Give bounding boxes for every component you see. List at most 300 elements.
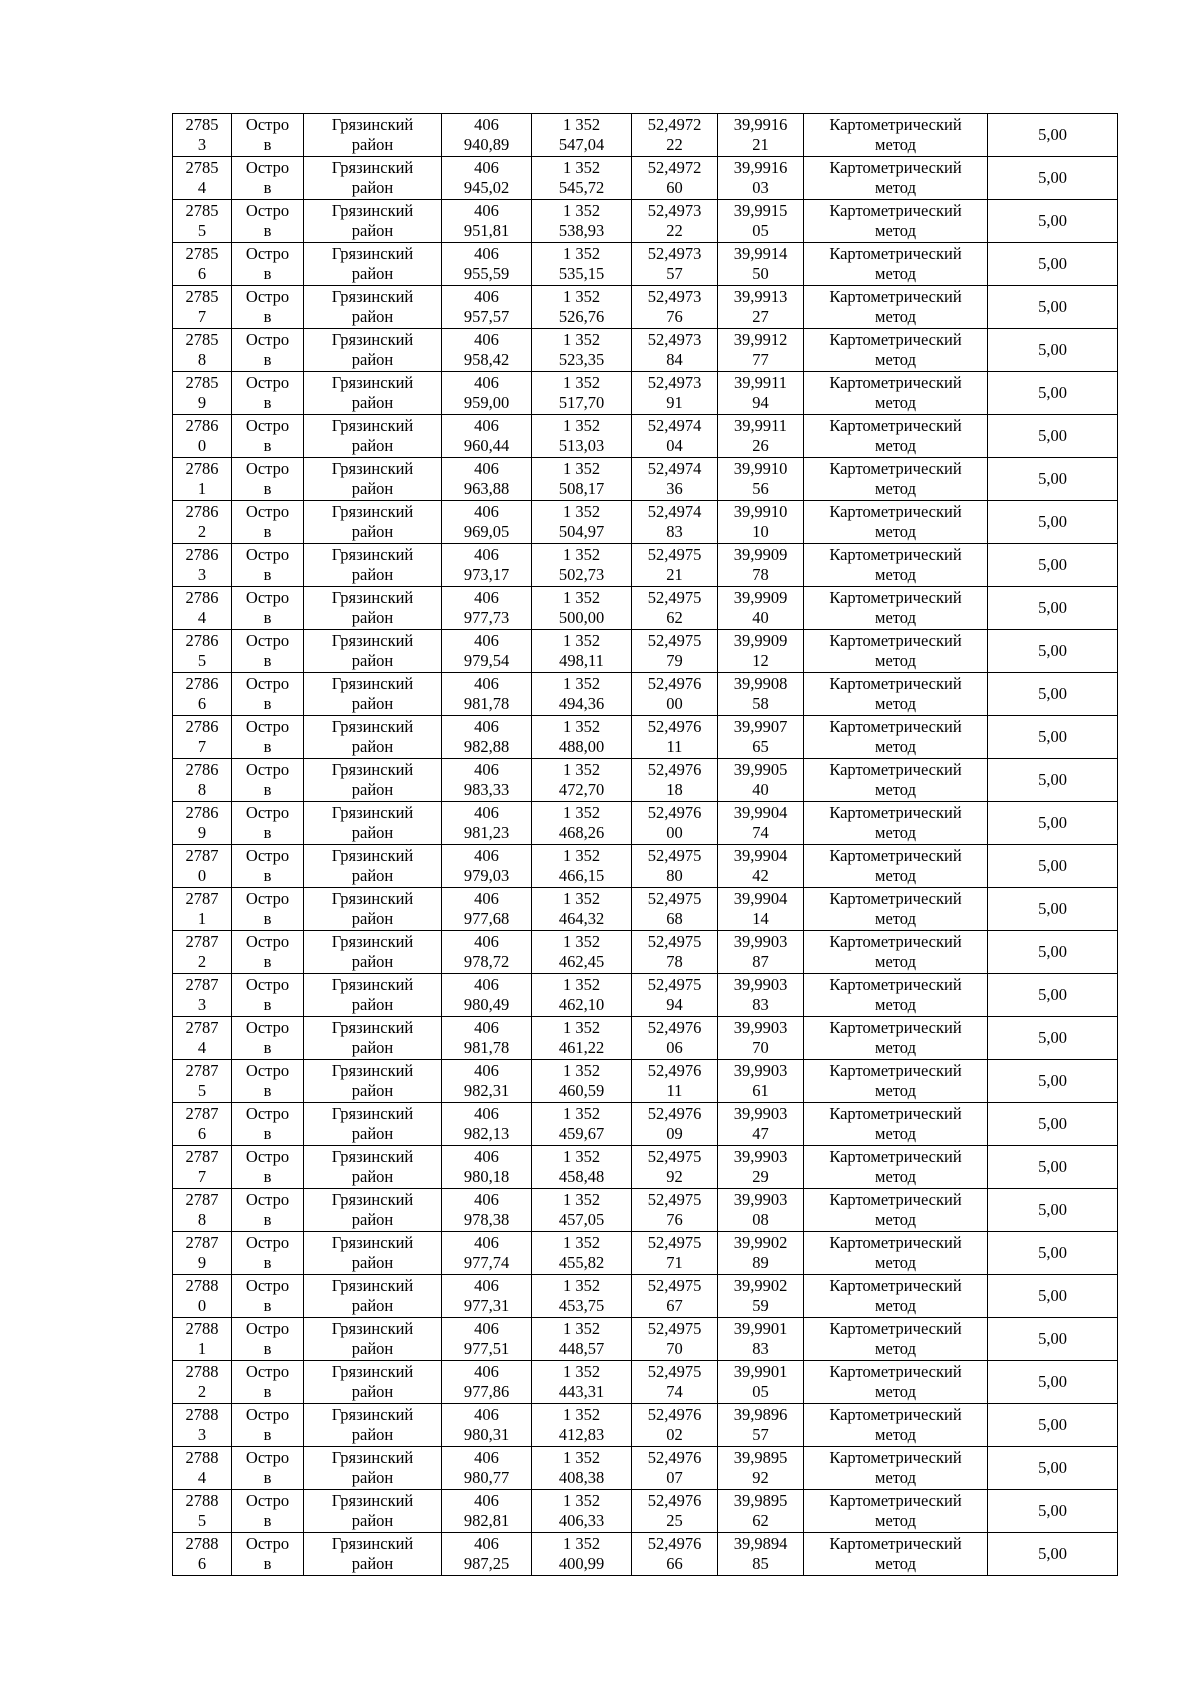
y-coordinate-cell: [532, 458, 632, 501]
table-row: [173, 759, 1118, 802]
point-number-cell-line: 2786: [185, 803, 219, 822]
district-cell-line: Грязинский: [331, 1491, 414, 1510]
latitude-cell-line: 11: [666, 737, 683, 756]
district-cell-line: Грязинский: [331, 201, 414, 220]
method-cell-line: Картометрический: [829, 1190, 962, 1209]
y-coordinate-cell-line: 1 352: [562, 158, 601, 177]
x-coordinate-cell: [442, 845, 532, 888]
longitude-cell-line: 39,9903: [733, 1018, 788, 1037]
method-cell: [804, 974, 988, 1017]
accuracy-cell: [988, 1318, 1118, 1361]
longitude-cell-line: 39,9901: [733, 1362, 788, 1381]
point-number-cell: [173, 1361, 232, 1404]
table-row: [173, 1361, 1118, 1404]
point-number-cell-line: 2787: [185, 1147, 219, 1166]
method-cell-line: метод: [875, 135, 916, 154]
point-number-cell-line: 3: [197, 995, 207, 1014]
district-cell-line: район: [351, 1554, 394, 1573]
object-name-cell-line: в: [263, 1554, 272, 1573]
method-cell-line: Картометрический: [829, 760, 962, 779]
y-coordinate-cell-line: 460,59: [558, 1081, 605, 1100]
object-name-cell-line: в: [263, 522, 272, 541]
object-name-cell-line: Остро: [245, 1147, 290, 1166]
latitude-cell: [632, 630, 718, 673]
object-name-cell: [232, 1103, 304, 1146]
y-coordinate-cell: [532, 372, 632, 415]
longitude-cell-line: 59: [752, 1296, 769, 1315]
longitude-cell-line: 27: [752, 307, 769, 326]
district-cell-line: Грязинский: [331, 1405, 414, 1424]
x-coordinate-cell-line: 982,13: [463, 1124, 510, 1143]
method-cell: [804, 286, 988, 329]
method-cell-line: Картометрический: [829, 416, 962, 435]
accuracy-cell-value: 5,00: [1038, 1501, 1067, 1520]
object-name-cell: [232, 630, 304, 673]
table-row: [173, 243, 1118, 286]
table-row: [173, 1447, 1118, 1490]
method-cell-line: метод: [875, 1167, 916, 1186]
x-coordinate-cell-line: 406: [474, 545, 499, 564]
point-number-cell-line: 2785: [185, 373, 219, 392]
method-cell-line: метод: [875, 436, 916, 455]
district-cell: [304, 931, 442, 974]
accuracy-cell: [988, 716, 1118, 759]
latitude-cell: [632, 716, 718, 759]
object-name-cell-line: Остро: [245, 846, 290, 865]
object-name-cell-line: в: [263, 909, 272, 928]
x-coordinate-cell-line: 406: [474, 588, 499, 607]
object-name-cell: [232, 157, 304, 200]
latitude-cell-line: 52,4972: [647, 115, 702, 134]
latitude-cell-line: 04: [666, 436, 683, 455]
method-cell-line: метод: [875, 1124, 916, 1143]
y-coordinate-cell: [532, 716, 632, 759]
x-coordinate-cell-line: 406: [474, 1190, 499, 1209]
y-coordinate-cell-line: 448,57: [558, 1339, 605, 1358]
object-name-cell-line: в: [263, 1081, 272, 1100]
district-cell: [304, 1232, 442, 1275]
y-coordinate-cell-line: 1 352: [562, 1405, 601, 1424]
point-number-cell-line: 7: [197, 1167, 207, 1186]
method-cell-line: метод: [875, 909, 916, 928]
object-name-cell: [232, 1318, 304, 1361]
latitude-cell-line: 22: [666, 221, 683, 240]
object-name-cell-line: Остро: [245, 1190, 290, 1209]
object-name-cell-line: в: [263, 651, 272, 670]
object-name-cell: [232, 587, 304, 630]
latitude-cell-line: 83: [666, 522, 683, 541]
method-cell: [804, 1060, 988, 1103]
latitude-cell: [632, 200, 718, 243]
longitude-cell: [718, 845, 804, 888]
latitude-cell-line: 52,4975: [647, 1362, 702, 1381]
longitude-cell-line: 50: [752, 264, 769, 283]
point-number-cell-line: 2785: [185, 330, 219, 349]
longitude-cell-line: 39,9903: [733, 1104, 788, 1123]
x-coordinate-cell: [442, 157, 532, 200]
district-cell: [304, 243, 442, 286]
point-number-cell-line: 1: [197, 479, 207, 498]
district-cell-line: район: [351, 608, 394, 627]
object-name-cell: [232, 673, 304, 716]
point-number-cell: [173, 544, 232, 587]
point-number-cell: [173, 1103, 232, 1146]
district-cell-line: Грязинский: [331, 244, 414, 263]
object-name-cell: [232, 845, 304, 888]
point-number-cell: [173, 1318, 232, 1361]
district-cell-line: Грязинский: [331, 1534, 414, 1553]
x-coordinate-cell-line: 977,68: [463, 909, 510, 928]
table-row: [173, 286, 1118, 329]
accuracy-cell-value: 5,00: [1038, 1372, 1067, 1391]
y-coordinate-cell-line: 1 352: [562, 717, 601, 736]
point-number-cell-line: 2: [197, 522, 207, 541]
point-number-cell-line: 2785: [185, 158, 219, 177]
point-number-cell-line: 8: [197, 350, 207, 369]
object-name-cell-line: в: [263, 350, 272, 369]
y-coordinate-cell-line: 457,05: [558, 1210, 605, 1229]
y-coordinate-cell: [532, 544, 632, 587]
x-coordinate-cell-line: 960,44: [463, 436, 510, 455]
method-cell-line: метод: [875, 522, 916, 541]
longitude-cell-line: 94: [752, 393, 769, 412]
accuracy-cell-value: 5,00: [1038, 899, 1067, 918]
district-cell: [304, 673, 442, 716]
object-name-cell-line: в: [263, 393, 272, 412]
accuracy-cell-value: 5,00: [1038, 297, 1067, 316]
y-coordinate-cell-line: 1 352: [562, 1190, 601, 1209]
y-coordinate-cell-line: 1 352: [562, 1319, 601, 1338]
method-cell-line: метод: [875, 1210, 916, 1229]
accuracy-cell: [988, 1017, 1118, 1060]
longitude-cell-line: 40: [752, 780, 769, 799]
y-coordinate-cell-line: 517,70: [558, 393, 605, 412]
x-coordinate-cell: [442, 1533, 532, 1576]
longitude-cell-line: 10: [752, 522, 769, 541]
longitude-cell-line: 39,9909: [733, 545, 788, 564]
point-number-cell-line: 1: [197, 909, 207, 928]
point-number-cell: [173, 372, 232, 415]
accuracy-cell-value: 5,00: [1038, 125, 1067, 144]
district-cell-line: район: [351, 1425, 394, 1444]
latitude-cell-line: 57: [666, 264, 683, 283]
method-cell-line: метод: [875, 1081, 916, 1100]
x-coordinate-cell: [442, 1060, 532, 1103]
district-cell-line: район: [351, 522, 394, 541]
latitude-cell-line: 06: [666, 1038, 683, 1057]
district-cell: [304, 1318, 442, 1361]
table-row: [173, 888, 1118, 931]
latitude-cell: [632, 1447, 718, 1490]
x-coordinate-cell-line: 979,03: [463, 866, 510, 885]
latitude-cell-line: 52,4973: [647, 287, 702, 306]
method-cell-line: метод: [875, 393, 916, 412]
y-coordinate-cell: [532, 243, 632, 286]
y-coordinate-cell-line: 458,48: [558, 1167, 605, 1186]
method-cell-line: метод: [875, 1511, 916, 1530]
x-coordinate-cell-line: 940,89: [463, 135, 510, 154]
point-number-cell-line: 2786: [185, 674, 219, 693]
accuracy-cell: [988, 888, 1118, 931]
object-name-cell: [232, 544, 304, 587]
longitude-cell: [718, 501, 804, 544]
object-name-cell-line: в: [263, 694, 272, 713]
y-coordinate-cell-line: 466,15: [558, 866, 605, 885]
longitude-cell: [718, 630, 804, 673]
longitude-cell-line: 39,9914: [733, 244, 788, 263]
point-number-cell-line: 8: [197, 1210, 207, 1229]
accuracy-cell-value: 5,00: [1038, 254, 1067, 273]
district-cell-line: район: [351, 264, 394, 283]
latitude-cell: [632, 415, 718, 458]
y-coordinate-cell-line: 1 352: [562, 889, 601, 908]
object-name-cell-line: в: [263, 866, 272, 885]
x-coordinate-cell-line: 406: [474, 1276, 499, 1295]
longitude-cell-line: 56: [752, 479, 769, 498]
point-number-cell: [173, 673, 232, 716]
accuracy-cell-value: 5,00: [1038, 1157, 1067, 1176]
latitude-cell: [632, 286, 718, 329]
accuracy-cell-value: 5,00: [1038, 469, 1067, 488]
coordinates-table: [172, 113, 1118, 1576]
object-name-cell: [232, 200, 304, 243]
point-number-cell-line: 0: [197, 1296, 207, 1315]
accuracy-cell: [988, 1361, 1118, 1404]
method-cell: [804, 802, 988, 845]
table-row: [173, 544, 1118, 587]
point-number-cell-line: 2787: [185, 1061, 219, 1080]
accuracy-cell: [988, 845, 1118, 888]
district-cell-line: Грязинский: [331, 1147, 414, 1166]
x-coordinate-cell-line: 980,49: [463, 995, 510, 1014]
x-coordinate-cell-line: 406: [474, 1061, 499, 1080]
table-row: [173, 157, 1118, 200]
method-cell-line: Картометрический: [829, 287, 962, 306]
district-cell: [304, 544, 442, 587]
y-coordinate-cell-line: 500,00: [558, 608, 605, 627]
point-number-cell-line: 5: [197, 1081, 207, 1100]
x-coordinate-cell-line: 406: [474, 1448, 499, 1467]
latitude-cell-line: 36: [666, 479, 683, 498]
method-cell: [804, 458, 988, 501]
accuracy-cell-value: 5,00: [1038, 1458, 1067, 1477]
district-cell-line: район: [351, 995, 394, 1014]
latitude-cell: [632, 372, 718, 415]
longitude-cell-line: 39,9916: [733, 158, 788, 177]
x-coordinate-cell-line: 406: [474, 416, 499, 435]
x-coordinate-cell-line: 977,86: [463, 1382, 510, 1401]
district-cell: [304, 200, 442, 243]
table-row: [173, 114, 1118, 157]
y-coordinate-cell-line: 406,33: [558, 1511, 605, 1530]
method-cell-line: метод: [875, 694, 916, 713]
method-cell: [804, 1361, 988, 1404]
object-name-cell: [232, 1533, 304, 1576]
y-coordinate-cell-line: 464,32: [558, 909, 605, 928]
object-name-cell-line: в: [263, 952, 272, 971]
district-cell-line: Грязинский: [331, 158, 414, 177]
district-cell-line: район: [351, 823, 394, 842]
latitude-cell: [632, 759, 718, 802]
method-cell-line: Картометрический: [829, 1405, 962, 1424]
point-number-cell-line: 6: [197, 1124, 207, 1143]
y-coordinate-cell: [532, 974, 632, 1017]
accuracy-cell: [988, 1447, 1118, 1490]
longitude-cell: [718, 1146, 804, 1189]
object-name-cell-line: Остро: [245, 330, 290, 349]
object-name-cell-line: в: [263, 221, 272, 240]
district-cell-line: район: [351, 307, 394, 326]
district-cell: [304, 974, 442, 1017]
longitude-cell: [718, 1017, 804, 1060]
point-number-cell-line: 6: [197, 694, 207, 713]
table-row: [173, 329, 1118, 372]
latitude-cell: [632, 1060, 718, 1103]
y-coordinate-cell-line: 526,76: [558, 307, 605, 326]
point-number-cell: [173, 716, 232, 759]
longitude-cell-line: 39,9905: [733, 760, 788, 779]
object-name-cell: [232, 415, 304, 458]
table-row: [173, 673, 1118, 716]
longitude-cell-line: 58: [752, 694, 769, 713]
latitude-cell-line: 52,4975: [647, 889, 702, 908]
latitude-cell-line: 67: [666, 1296, 683, 1315]
district-cell-line: район: [351, 1167, 394, 1186]
table-row: [173, 200, 1118, 243]
district-cell: [304, 114, 442, 157]
table-row: [173, 415, 1118, 458]
district-cell-line: район: [351, 221, 394, 240]
district-cell-line: район: [351, 952, 394, 971]
longitude-cell-line: 39,9904: [733, 803, 788, 822]
accuracy-cell: [988, 673, 1118, 716]
method-cell-line: Картометрический: [829, 717, 962, 736]
latitude-cell: [632, 157, 718, 200]
accuracy-cell-value: 5,00: [1038, 1243, 1067, 1262]
latitude-cell: [632, 544, 718, 587]
object-name-cell: [232, 802, 304, 845]
object-name-cell: [232, 458, 304, 501]
accuracy-cell: [988, 587, 1118, 630]
latitude-cell-line: 52,4976: [647, 1104, 702, 1123]
longitude-cell: [718, 286, 804, 329]
district-cell-line: район: [351, 1124, 394, 1143]
y-coordinate-cell-line: 1 352: [562, 674, 601, 693]
latitude-cell: [632, 1232, 718, 1275]
longitude-cell: [718, 931, 804, 974]
latitude-cell: [632, 1146, 718, 1189]
object-name-cell-line: Остро: [245, 416, 290, 435]
method-cell: [804, 630, 988, 673]
x-coordinate-cell-line: 406: [474, 1534, 499, 1553]
object-name-cell-line: Остро: [245, 717, 290, 736]
district-cell: [304, 329, 442, 372]
method-cell-line: метод: [875, 1038, 916, 1057]
accuracy-cell: [988, 200, 1118, 243]
latitude-cell: [632, 974, 718, 1017]
latitude-cell-line: 52,4976: [647, 803, 702, 822]
latitude-cell: [632, 243, 718, 286]
method-cell-line: метод: [875, 1425, 916, 1444]
x-coordinate-cell-line: 406: [474, 846, 499, 865]
y-coordinate-cell-line: 1 352: [562, 932, 601, 951]
method-cell: [804, 759, 988, 802]
longitude-cell: [718, 1060, 804, 1103]
method-cell-line: метод: [875, 995, 916, 1014]
latitude-cell-line: 02: [666, 1425, 683, 1444]
district-cell-line: район: [351, 135, 394, 154]
y-coordinate-cell-line: 408,38: [558, 1468, 605, 1487]
x-coordinate-cell-line: 977,31: [463, 1296, 510, 1315]
y-coordinate-cell: [532, 931, 632, 974]
method-cell-line: Картометрический: [829, 803, 962, 822]
method-cell: [804, 1146, 988, 1189]
method-cell-line: Картометрический: [829, 502, 962, 521]
object-name-cell-line: Остро: [245, 1491, 290, 1510]
accuracy-cell: [988, 544, 1118, 587]
latitude-cell-line: 79: [666, 651, 683, 670]
district-cell-line: район: [351, 780, 394, 799]
method-cell-line: Картометрический: [829, 1491, 962, 1510]
latitude-cell: [632, 587, 718, 630]
method-cell: [804, 1275, 988, 1318]
point-number-cell-line: 4: [197, 1038, 207, 1057]
method-cell-line: Картометрический: [829, 674, 962, 693]
x-coordinate-cell: [442, 1361, 532, 1404]
latitude-cell-line: 52,4974: [647, 459, 702, 478]
object-name-cell-line: Остро: [245, 760, 290, 779]
method-cell: [804, 1490, 988, 1533]
method-cell-line: Картометрический: [829, 373, 962, 392]
object-name-cell-line: в: [263, 1468, 272, 1487]
accuracy-cell-value: 5,00: [1038, 727, 1067, 746]
y-coordinate-cell-line: 400,99: [558, 1554, 605, 1573]
x-coordinate-cell: [442, 1232, 532, 1275]
latitude-cell-line: 52,4976: [647, 1534, 702, 1553]
table-row: [173, 974, 1118, 1017]
point-number-cell-line: 2787: [185, 846, 219, 865]
y-coordinate-cell: [532, 286, 632, 329]
x-coordinate-cell-line: 959,00: [463, 393, 510, 412]
accuracy-cell: [988, 114, 1118, 157]
point-number-cell-line: 9: [197, 823, 207, 842]
district-cell: [304, 1275, 442, 1318]
longitude-cell-line: 39,9910: [733, 502, 788, 521]
point-number-cell: [173, 1533, 232, 1576]
district-cell-line: Грязинский: [331, 631, 414, 650]
x-coordinate-cell: [442, 200, 532, 243]
district-cell-line: Грязинский: [331, 889, 414, 908]
longitude-cell: [718, 243, 804, 286]
point-number-cell: [173, 845, 232, 888]
x-coordinate-cell: [442, 716, 532, 759]
object-name-cell: [232, 114, 304, 157]
district-cell-line: район: [351, 1081, 394, 1100]
accuracy-cell: [988, 157, 1118, 200]
x-coordinate-cell-line: 982,31: [463, 1081, 510, 1100]
y-coordinate-cell-line: 508,17: [558, 479, 605, 498]
district-cell-line: Грязинский: [331, 975, 414, 994]
object-name-cell-line: в: [263, 135, 272, 154]
y-coordinate-cell-line: 459,67: [558, 1124, 605, 1143]
accuracy-cell-value: 5,00: [1038, 1114, 1067, 1133]
latitude-cell: [632, 1490, 718, 1533]
object-name-cell-line: Остро: [245, 1362, 290, 1381]
method-cell-line: Картометрический: [829, 545, 962, 564]
x-coordinate-cell: [442, 1318, 532, 1361]
y-coordinate-cell-line: 1 352: [562, 287, 601, 306]
method-cell-line: метод: [875, 565, 916, 584]
